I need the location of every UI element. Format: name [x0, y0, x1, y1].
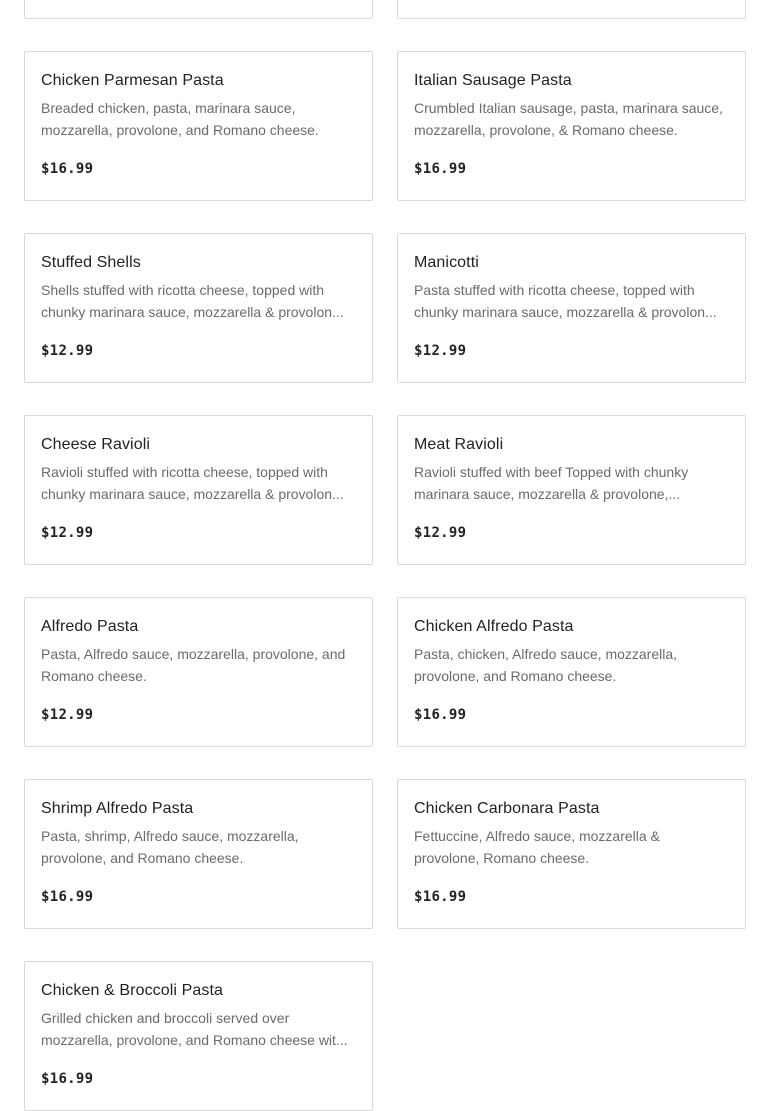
menu-item-description: Shells stuffed with ricotta cheese, topped with chunky marinara sauce, mozzarella & provolon... — [41, 282, 344, 320]
menu-item-description: Pasta stuffed with ricotta cheese, topped with chunky marinara sauce, mozzarella & provolon... — [414, 282, 717, 320]
menu-item-description: Ravioli stuffed with beef Topped with chunky marinara sauce, mozzarella & provolone,... — [414, 464, 689, 502]
menu-item-description: Breaded chicken, pasta, marinara sauce, mozzarella, provolone, and Romano cheese. — [41, 100, 319, 138]
menu-item-card[interactable] — [397, 597, 746, 747]
menu-item-card[interactable] — [24, 415, 373, 565]
menu-item-price: $16.99 — [41, 161, 94, 177]
menu-item-description: Crumbled Italian sausage, pasta, marinara sauce, mozzarella, provolone, & Romano cheese. — [414, 100, 723, 138]
menu-item-price: $16.99 — [414, 161, 467, 177]
menu-item-card-partial[interactable] — [24, 0, 373, 19]
menu-item-price: $16.99 — [41, 1071, 94, 1087]
menu-item-price: $16.99 — [41, 889, 94, 905]
menu-item-name: Stuffed Shells — [41, 254, 141, 271]
menu-item-price: $12.99 — [41, 343, 94, 359]
menu-item-card[interactable] — [397, 779, 746, 929]
menu-item-price: $16.99 — [414, 707, 467, 723]
menu-item-description: Pasta, shrimp, Alfredo sauce, mozzarella, provolone, and Romano cheese. — [41, 828, 299, 866]
menu-item-card[interactable] — [24, 233, 373, 383]
menu-item-name: Chicken Parmesan Pasta — [41, 72, 224, 89]
menu-item-card[interactable] — [24, 51, 373, 201]
menu-item-card[interactable] — [24, 961, 373, 1111]
menu-item-description: Grilled chicken and broccoli served over mozzarella, provolone, and Romano cheese wit... — [41, 1010, 348, 1048]
menu-item-price: $12.99 — [41, 525, 94, 541]
menu-item-name: Italian Sausage Pasta — [414, 72, 572, 89]
menu-item-card[interactable] — [397, 415, 746, 565]
menu-item-card[interactable] — [24, 779, 373, 929]
menu-item-name: Alfredo Pasta — [41, 618, 139, 635]
menu-item-card[interactable] — [397, 51, 746, 201]
menu-item-card[interactable] — [24, 597, 373, 747]
menu-item-description: Ravioli stuffed with ricotta cheese, topped with chunky marinara sauce, mozzarella & provolon... — [41, 464, 344, 502]
menu-item-price: $12.99 — [414, 343, 467, 359]
menu-item-name: Shrimp Alfredo Pasta — [41, 800, 194, 817]
menu-item-description: Fettuccine, Alfredo sauce, mozzarella & provolone, Romano cheese. — [414, 828, 660, 866]
menu-item-description: Pasta, chicken, Alfredo sauce, mozzarella, provolone, and Romano cheese. — [414, 646, 678, 684]
menu-item-card[interactable] — [397, 233, 746, 383]
menu-item-name: Chicken & Broccoli Pasta — [41, 982, 224, 999]
menu-item-name: Cheese Ravioli — [41, 436, 151, 453]
menu-item-description: Pasta, Alfredo sauce, mozzarella, provolone, and Romano cheese. — [41, 646, 346, 684]
menu-item-price: $12.99 — [414, 525, 467, 541]
menu-item-name: Meat Ravioli — [414, 436, 504, 453]
menu-item-name: Chicken Alfredo Pasta — [414, 618, 574, 635]
menu-item-name: Manicotti — [414, 254, 479, 271]
menu-item-card-partial[interactable] — [397, 0, 746, 19]
menu-item-price: $12.99 — [41, 707, 94, 723]
menu-item-price: $16.99 — [414, 889, 467, 905]
menu-item-name: Chicken Carbonara Pasta — [414, 800, 600, 817]
menu-item-grid — [24, 0, 746, 1111]
